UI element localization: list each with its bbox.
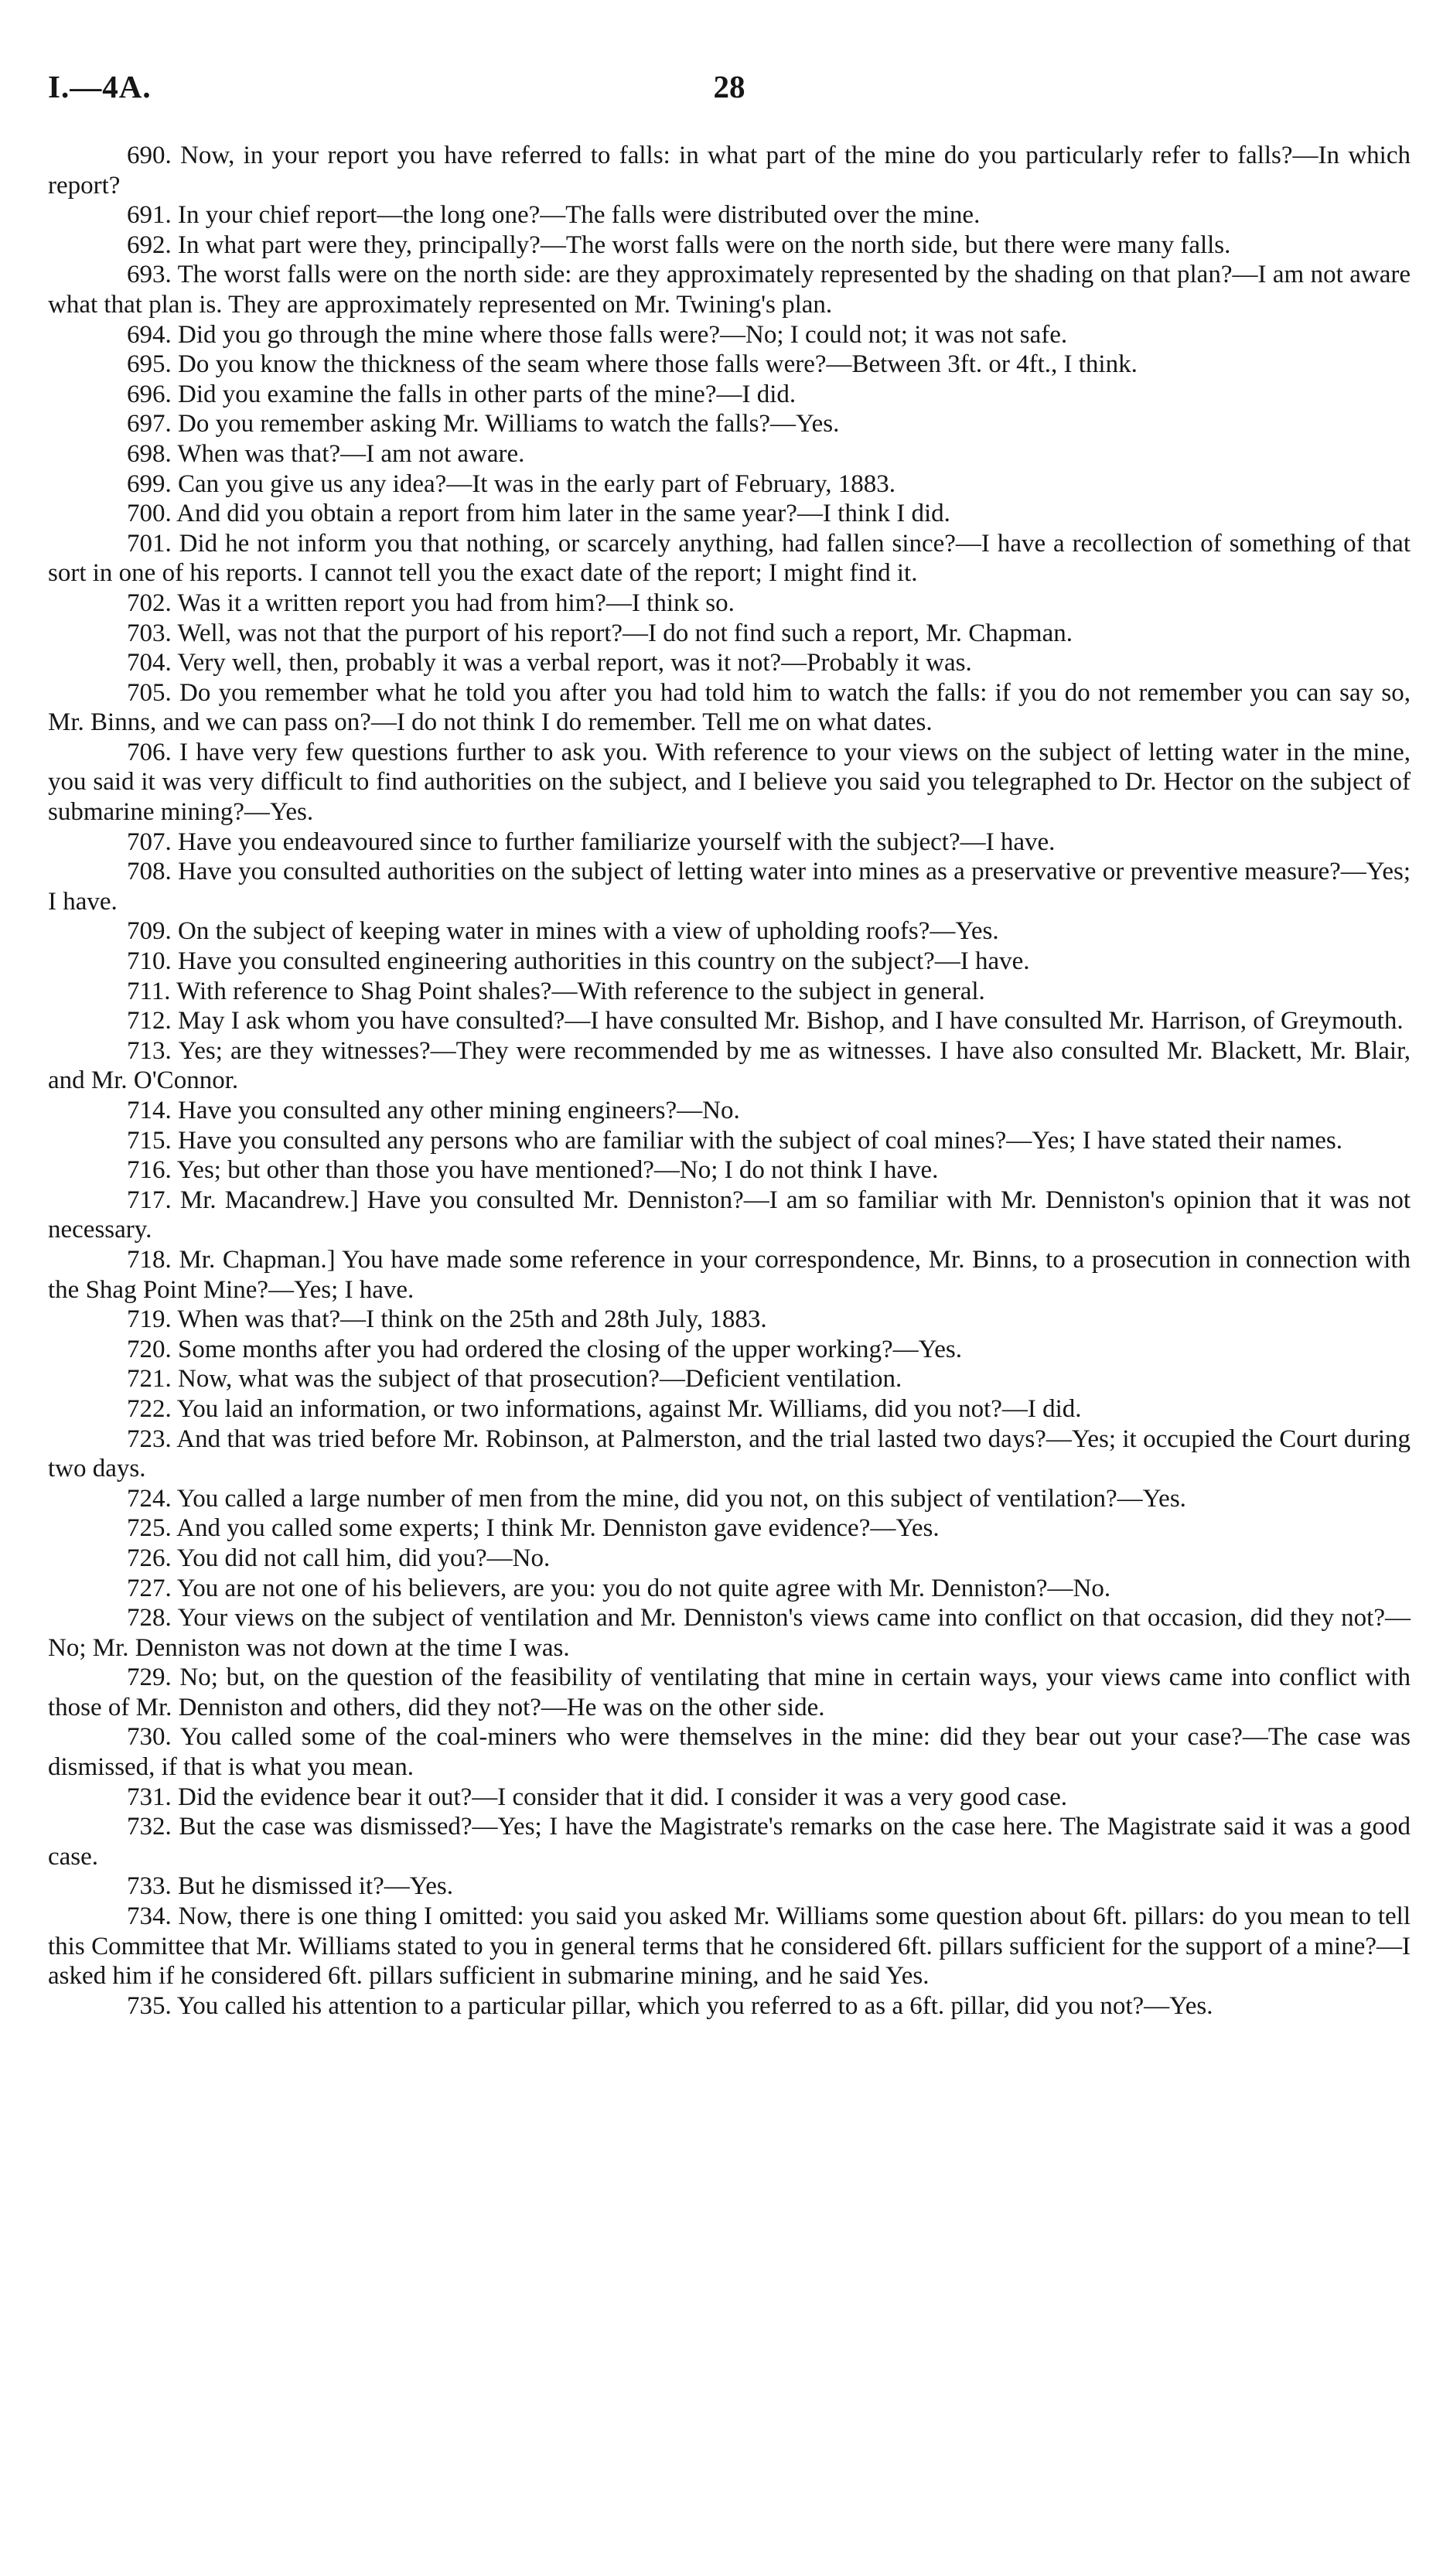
question-701: 701. Did he not inform you that nothing, or scarcely anything, had fallen since?—I have a recollection of something of that sort in one of his reports. I cannot tell you the exact date of the report; I might find it. — [48, 529, 1411, 588]
page-number: 28 — [713, 69, 745, 104]
question-694: 694. Did you go through the mine where those falls were?—No; I could not; it was not safe. — [127, 320, 1068, 349]
question-725: 725. And you called some experts; I think Mr. Denniston gave evidence?—Yes. — [127, 1514, 940, 1543]
question-706: 706. I have very few questions further to ask you. With reference to your views on the subject of letting water in the mine, you said it was very difficult to find authorities on the subject, and I believe you said you telegraphed to Dr. Hector on the subject of submarine mining?—Yes. — [48, 738, 1411, 827]
document-page — [48, 68, 1411, 2021]
question-702: 702. Was it a written report you had from him?—I think so. — [127, 589, 735, 617]
question-700: 700. And did you obtain a report from him later in the same year?—I think I did. — [127, 500, 950, 528]
question-732: 732. But the case was dismissed?—Yes; I have the Magistrate's remarks on the case here. The Magistrate said it was a good case. — [48, 1813, 1411, 1871]
question-722: 722. You laid an information, or two informations, against Mr. Williams, did you not?—I did. — [127, 1394, 1082, 1423]
question-717: 717. Mr. Macandrew.] Have you consulted Mr. Denniston?—I am so familiar with Mr. Denniston's opinion that it was not necessary. — [48, 1186, 1411, 1244]
question-696: 696. Did you examine the falls in other parts of the mine?—I did. — [127, 380, 797, 408]
question-734: 734. Now, there is one thing I omitted: you said you asked Mr. Williams some question about 6ft. pillars: do you mean to tell this Committee that Mr. Williams stated to you in general terms that he considered 6ft. pillars sufficient for the support of a mine?—I asked him if he considered 6ft. pillars sufficient in submarine mining, and he said Yes. — [48, 1902, 1411, 1991]
question-708: 708. Have you consulted authorities on the subject of letting water into mines as a preservative or preventive measure?—Yes; I have. — [48, 858, 1411, 916]
question-693: 693. The worst falls were on the north side: are they approximately represented by the shading on that plan?—I am not aware what that plan is. They are approximately represented on Mr. Twining's plan. — [48, 261, 1411, 319]
question-711: 711. With reference to Shag Point shales?—With reference to the subject in general. — [127, 977, 985, 1005]
question-690: 690. Now, in your report you have referred to falls: in what part of the mine do you particularly refer to falls?—In which report? — [48, 142, 1411, 200]
question-731: 731. Did the evidence bear it out?—I consider that it did. I consider it was a very good case. — [127, 1783, 1068, 1811]
question-718: 718. Mr. Chapman.] You have made some reference in your correspondence, Mr. Binns, to a prosecution in connection with the Shag Point Mine?—Yes; I have. — [48, 1245, 1411, 1304]
question-707: 707. Have you endeavoured since to further familiarize yourself with the subject?—I have. — [127, 827, 1056, 856]
page-header — [48, 68, 1411, 130]
question-733: 733. But he dismissed it?—Yes. — [127, 1872, 454, 1901]
question-726: 726. You did not call him, did you?—No. — [127, 1544, 551, 1572]
question-712: 712. May I ask whom you have consulted?—I have consulted Mr. Bishop, and I have consulted Mr. Harrison, of Greymouth. — [127, 1007, 1404, 1036]
question-727: 727. You are not one of his believers, are you: you do not quite agree with Mr. Denniston?—No. — [127, 1574, 1111, 1602]
question-699: 699. Can you give us any idea?—It was in the early part of February, 1883. — [127, 469, 896, 498]
question-713: 713. Yes; are they witnesses?—They were recommended by me as witnesses. I have also consulted Mr. Blackett, Mr. Blair, and Mr. O'Connor. — [48, 1036, 1411, 1095]
question-730: 730. You called some of the coal-miners who were themselves in the mine: did they bear out your case?—The case was dismissed, if that is what you mean. — [48, 1723, 1411, 1782]
question-735: 735. You called his attention to a particular pillar, which you referred to as a 6ft. pillar, did you not?—Yes. — [127, 1991, 1213, 2020]
question-705: 705. Do you remember what he told you after you had told him to watch the falls: if you do not remember you can say so, Mr. Binns, and we can pass on?—I do not think I do remember. Tell me on what dates. — [48, 678, 1411, 737]
question-697: 697. Do you remember asking Mr. Williams to watch the falls?—Yes. — [127, 410, 840, 438]
question-703: 703. Well, was not that the purport of his report?—I do not find such a report, Mr. Chapman. — [127, 619, 1073, 647]
question-710: 710. Have you consulted engineering authorities in this country on the subject?—I have. — [127, 947, 1030, 976]
question-721: 721. Now, what was the subject of that prosecution?—Deficient ventilation. — [127, 1365, 902, 1394]
document-reference: I.—4A. — [48, 69, 152, 104]
question-692: 692. In what part were they, principally?—The worst falls were on the north side, but there were many falls. — [127, 230, 1231, 259]
question-714: 714. Have you consulted any other mining engineers?—No. — [127, 1097, 740, 1124]
question-698: 698. When was that?—I am not aware. — [127, 439, 525, 468]
question-695: 695. Do you know the thickness of the seam where those falls were?—Between 3ft. or 4ft., I think. — [127, 350, 1138, 379]
question-723: 723. And that was tried before Mr. Robinson, at Palmerston, and the trial lasted two days?—Yes; it occupied the Court during two days. — [48, 1424, 1411, 1483]
question-720: 720. Some months after you had ordered the closing of the upper working?—Yes. — [127, 1335, 962, 1363]
question-729: 729. No; but, on the question of the feasibility of ventilating that mine in certain ways, your views came into conflict with those of Mr. Denniston and others, did they not?—He was on the other side. — [48, 1663, 1411, 1721]
question-704: 704. Very well, then, probably it was a verbal report, was it not?—Probably it was. — [127, 649, 972, 677]
question-724: 724. You called a large number of men from the mine, did you not, on this subject of ventilation?—Yes. — [127, 1484, 1186, 1513]
question-691: 691. In your chief report—the long one?—The falls were distributed over the mine. — [127, 201, 981, 230]
question-715: 715. Have you consulted any persons who are familiar with the subject of coal mines?—Yes; I have stated their names. — [127, 1126, 1342, 1155]
question-719: 719. When was that?—I think on the 25th and 28th July, 1883. — [127, 1305, 767, 1334]
question-728: 728. Your views on the subject of ventilation and Mr. Denniston's views came into conflict on that occasion, did they not?—No; Mr. Denniston was not down at the time I was. — [48, 1604, 1411, 1662]
question-716: 716. Yes; but other than those you have mentioned?—No; I do not think I have. — [127, 1156, 939, 1185]
evidence-body — [48, 141, 1411, 2021]
question-709: 709. On the subject of keeping water in mines with a view of upholding roofs?—Yes. — [127, 917, 999, 946]
